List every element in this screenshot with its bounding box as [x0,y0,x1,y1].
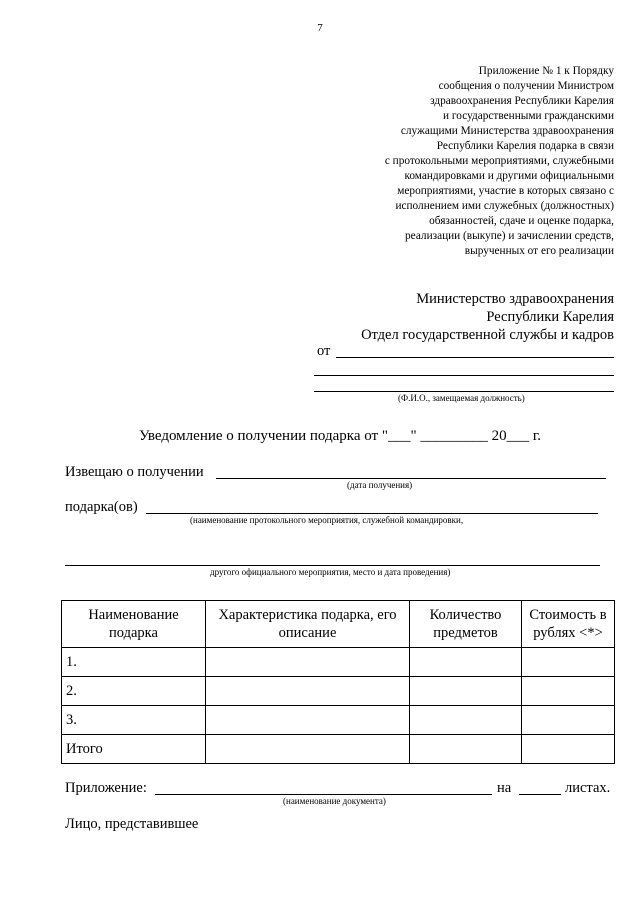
table-cell[interactable] [410,648,522,677]
table-total-row [62,735,615,764]
addressee-block [294,290,614,344]
header-gift-name: Наименование подарка [62,601,206,648]
appendix-line: командировками и другими официальными [404,170,614,182]
table-cell[interactable] [206,706,410,735]
appendix-line: обязанностей, сдаче и оценке подарка, [429,215,614,227]
table-cell[interactable] [206,648,410,677]
from-field-line-2[interactable] [314,375,614,376]
sheets-label: листах. [565,780,611,796]
notify-label: Извещаю о получении [65,464,204,480]
gifts-table [61,600,615,764]
fio-caption: (Ф.И.О., замещаемая должность) [398,393,525,403]
table-row [62,648,615,677]
appendix-line: и государственными гражданскими [443,110,614,122]
table-cell[interactable] [522,677,615,706]
row-number: 2. [62,677,206,706]
addressee-line: Республики Карелия [486,309,614,325]
table-cell[interactable] [522,648,615,677]
appendix-header [284,64,614,259]
table-row [62,677,615,706]
header-cost: Стоимость в рублях <*> [522,601,615,648]
table-cell[interactable] [206,735,410,764]
row-number: 3. [62,706,206,735]
table-header-row [62,601,615,648]
table-cell[interactable] [410,735,522,764]
table-cell[interactable] [522,735,615,764]
document-caption: (наименование документа) [283,796,386,806]
appendix-line: с протокольными мероприятиями, служебными [384,155,614,167]
from-field-line[interactable] [336,357,614,358]
attachment-label: Приложение: [65,780,147,796]
page-number: 7 [317,22,323,34]
date-received-field[interactable] [216,478,606,479]
table-cell[interactable] [410,706,522,735]
event-caption-2: другого официального мероприятия, место и дата проведения) [210,567,451,577]
total-label: Итого [62,735,206,764]
appendix-line: Приложение № 1 к Порядку [478,65,614,77]
table-cell[interactable] [522,706,615,735]
appendix-line: реализации (выкупе) и зачислении средств, [405,230,614,242]
from-field-line-3[interactable] [314,391,614,392]
appendix-line: исполнением ими служебных (должностных) [395,200,614,212]
appendix-line: вырученных от его реализации [464,245,614,257]
sheets-count-field[interactable] [519,794,561,795]
header-quantity: Количество предметов [410,601,522,648]
table-row [62,706,615,735]
event-field-2[interactable] [65,565,600,566]
appendix-line: сообщения о получении Министром [438,80,614,92]
header-gift-description: Характеристика подарка, его описание [206,601,410,648]
event-field[interactable] [146,513,598,514]
date-caption: (дата получения) [347,480,413,490]
submitter-label: Лицо, представившее [65,816,199,832]
addressee-line: Министерство здравоохранения [416,291,614,307]
notification-title: Уведомление о получении подарка от "___" _________ 20___ г. [138,428,542,444]
appendix-line: Республики Карелия подарка в связи [436,140,614,152]
on-label: на [497,780,512,796]
appendix-line: мероприятиями, участие в которых связано с [397,185,614,197]
table-cell[interactable] [410,677,522,706]
from-label: от [317,343,331,359]
table-cell[interactable] [206,677,410,706]
event-caption-1: (наименование протокольного мероприятия, служебной командировки, [190,515,464,525]
appendix-line: здравоохранения Республики Карелия [430,95,614,107]
document-name-field[interactable] [155,794,492,795]
row-number: 1. [62,648,206,677]
addressee-line: Отдел государственной службы и кадров [361,327,614,343]
appendix-line: служащими Министерства здравоохранения [400,125,614,137]
gifts-label: подарка(ов) [65,499,138,515]
